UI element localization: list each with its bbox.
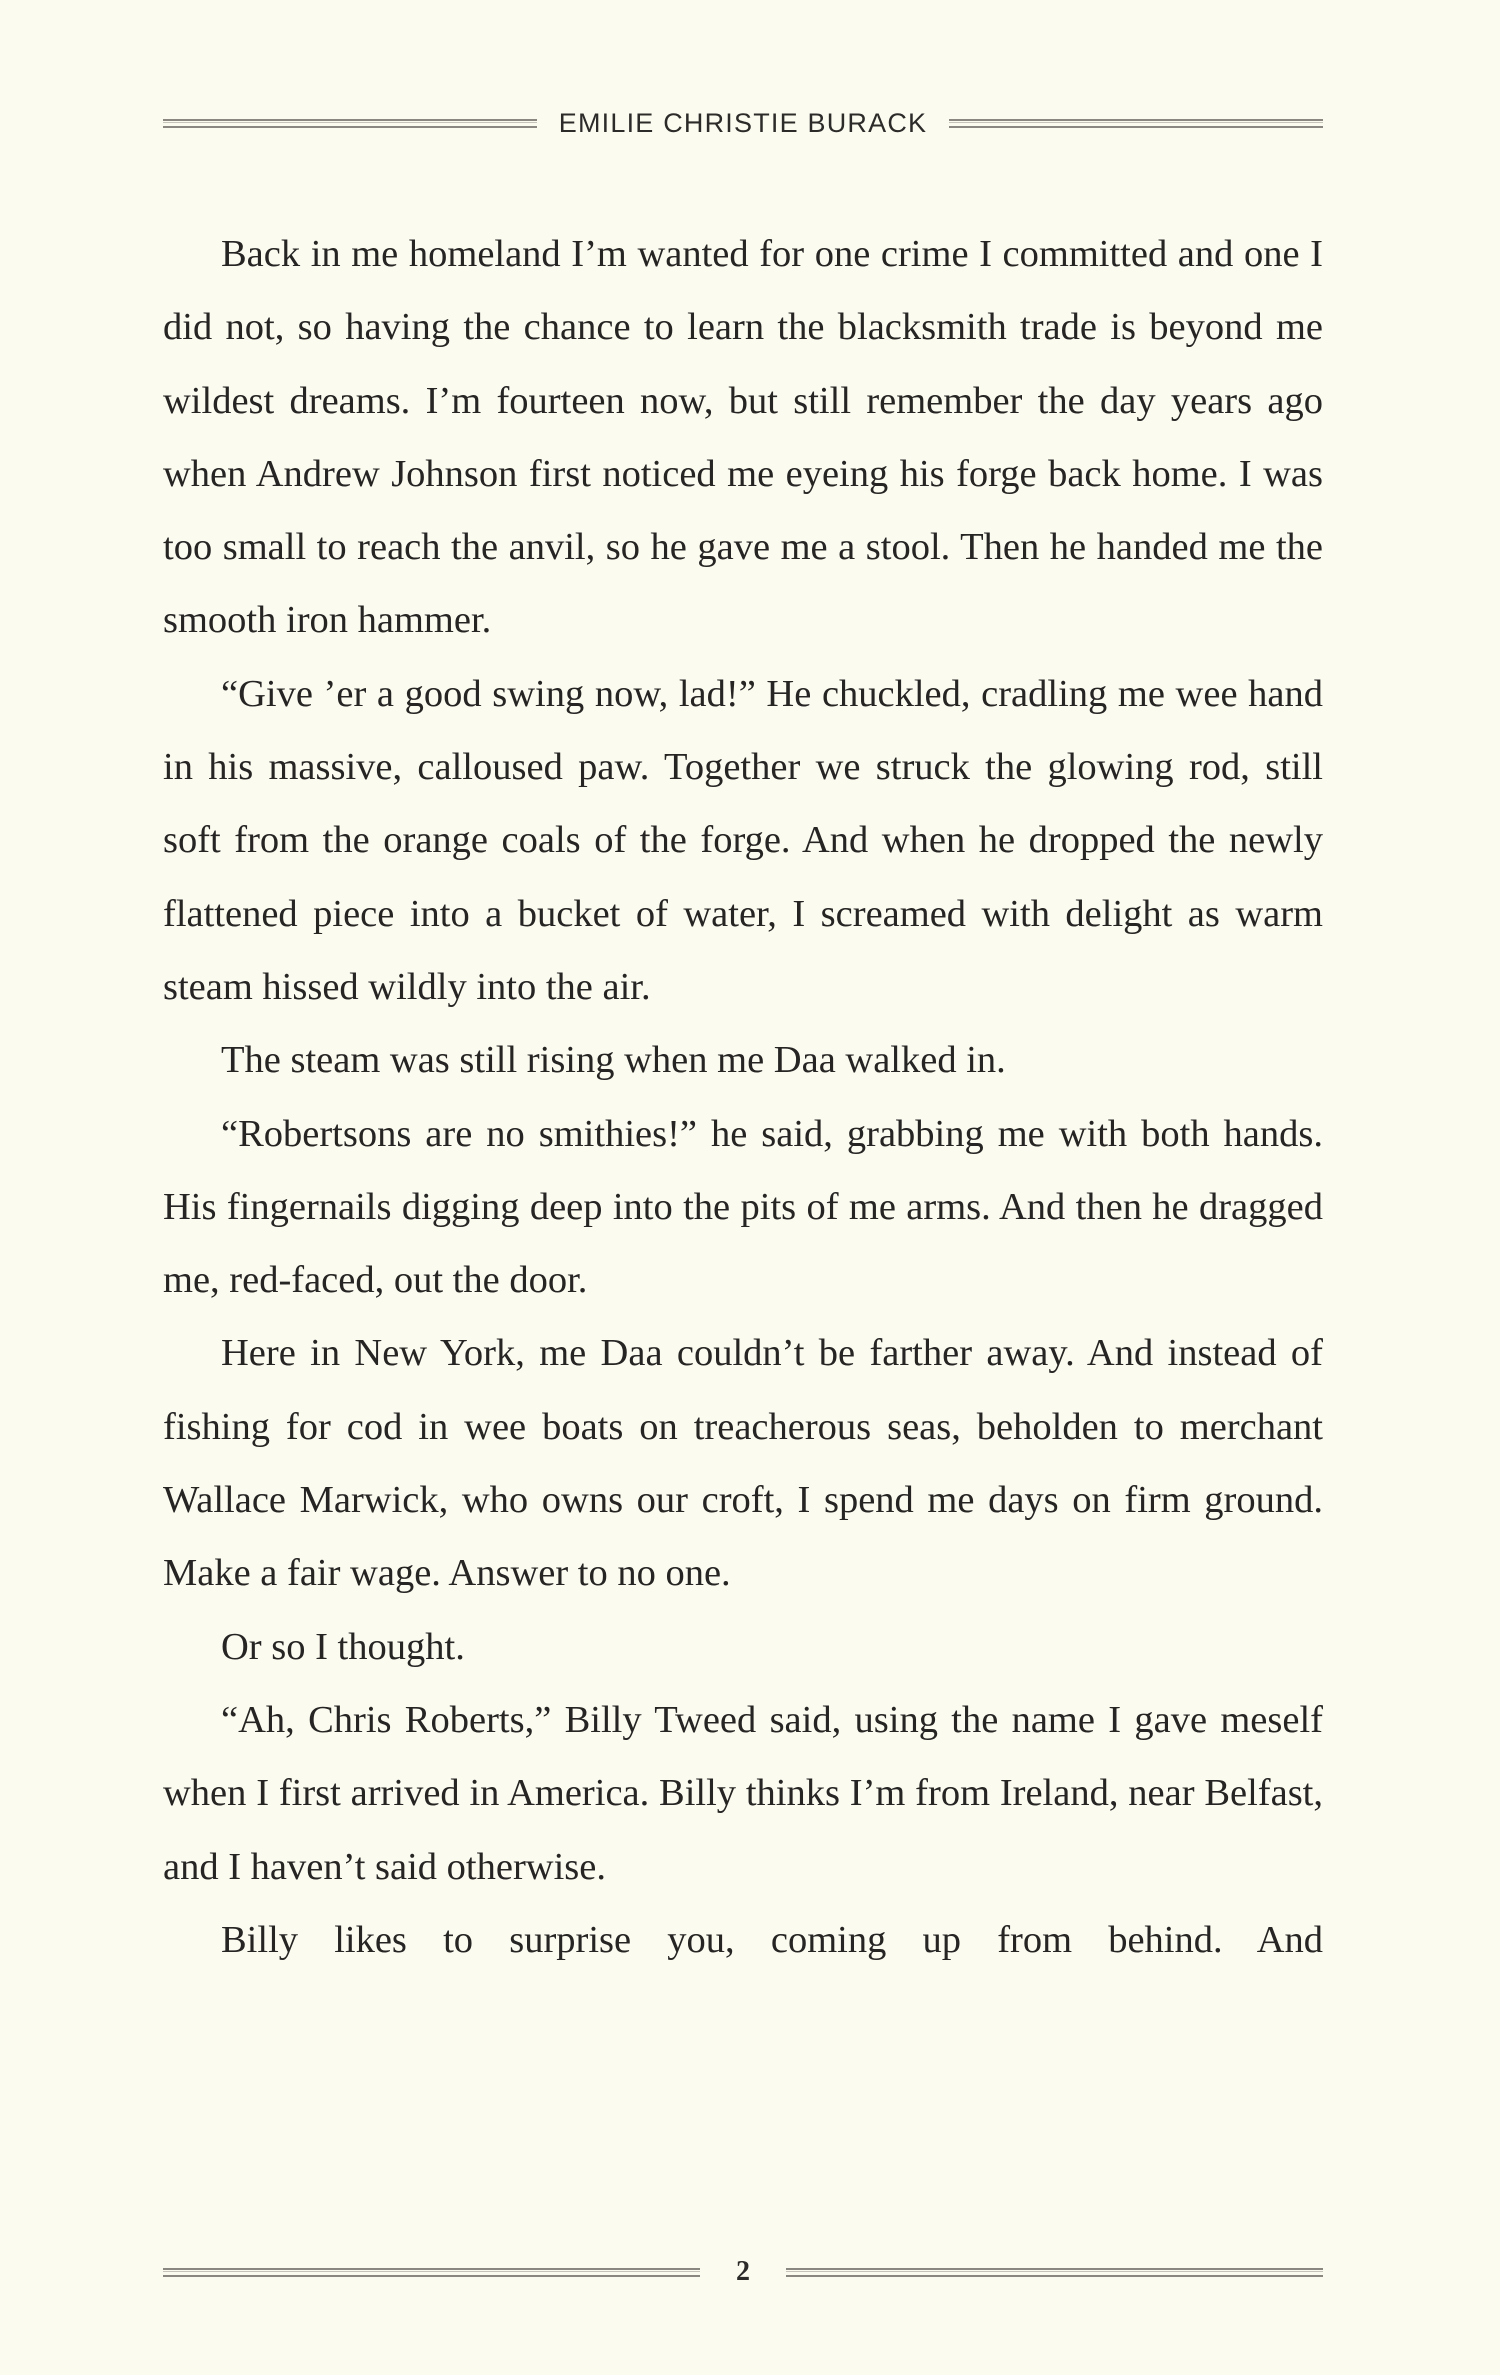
paragraph: Here in New York, me Daa couldn’t be farther away. And instead of fishing for cod in wee boats on treacherous seas, beholden to merchant Wallace Marwick, who owns our croft, I spend me days on firm ground. Make a fair wage. Answer to no one. [163,1332,1323,1595]
body-text [163,218,1323,1977]
paragraph: The steam was still rising when me Daa walked in. [221,1039,1006,1082]
author-name: EMILIE CHRISTIE BURACK [558,107,928,138]
paragraph: “Ah, Chris Roberts,” Billy Tweed said, using the name I gave meself when I first arrived in America. Billy thinks I’m from Ireland, near Belfast, and I haven’t said otherwise. [163,1698,1323,1888]
paragraph: Billy likes to surprise you, coming up from behind. And [221,1918,1323,1961]
page-number: 2 [736,2256,750,2287]
header-rule-right [949,119,1323,128]
paragraph: Or so I thought. [221,1625,465,1668]
paragraph: Back in me homeland I’m wanted for one crime I committed and one I did not, so having the chance to learn the blacksmith trade is beyond me wildest dreams. I’m fourteen now, but still remember the day years ago when Andrew Johnson first noticed me eyeing his forge back home. I was too small to reach the anvil, so he gave me a stool. Then he handed me the smooth iron hammer. [163,233,1323,642]
paragraph: “Robertsons are no smithies!” he said, grabbing me with both hands. His fingernails digging deep into the pits of me arms. And then he dragged me, red-faced, out the door. [163,1112,1323,1302]
footer-rule-left [163,2268,700,2277]
paragraph: “Give ’er a good swing now, lad!” He chuckled, cradling me wee hand in his massive, calloused paw. Together we struck the glowing rod, still soft from the orange coals of the forge. And when he dropped the newly flattened piece into a bucket of water, I screamed with delight as warm steam hissed wildly into the air. [163,672,1323,1008]
running-head [163,98,1323,148]
page-footer [163,2250,1323,2294]
footer-rule-right [786,2268,1323,2277]
header-rule-left [163,119,537,128]
